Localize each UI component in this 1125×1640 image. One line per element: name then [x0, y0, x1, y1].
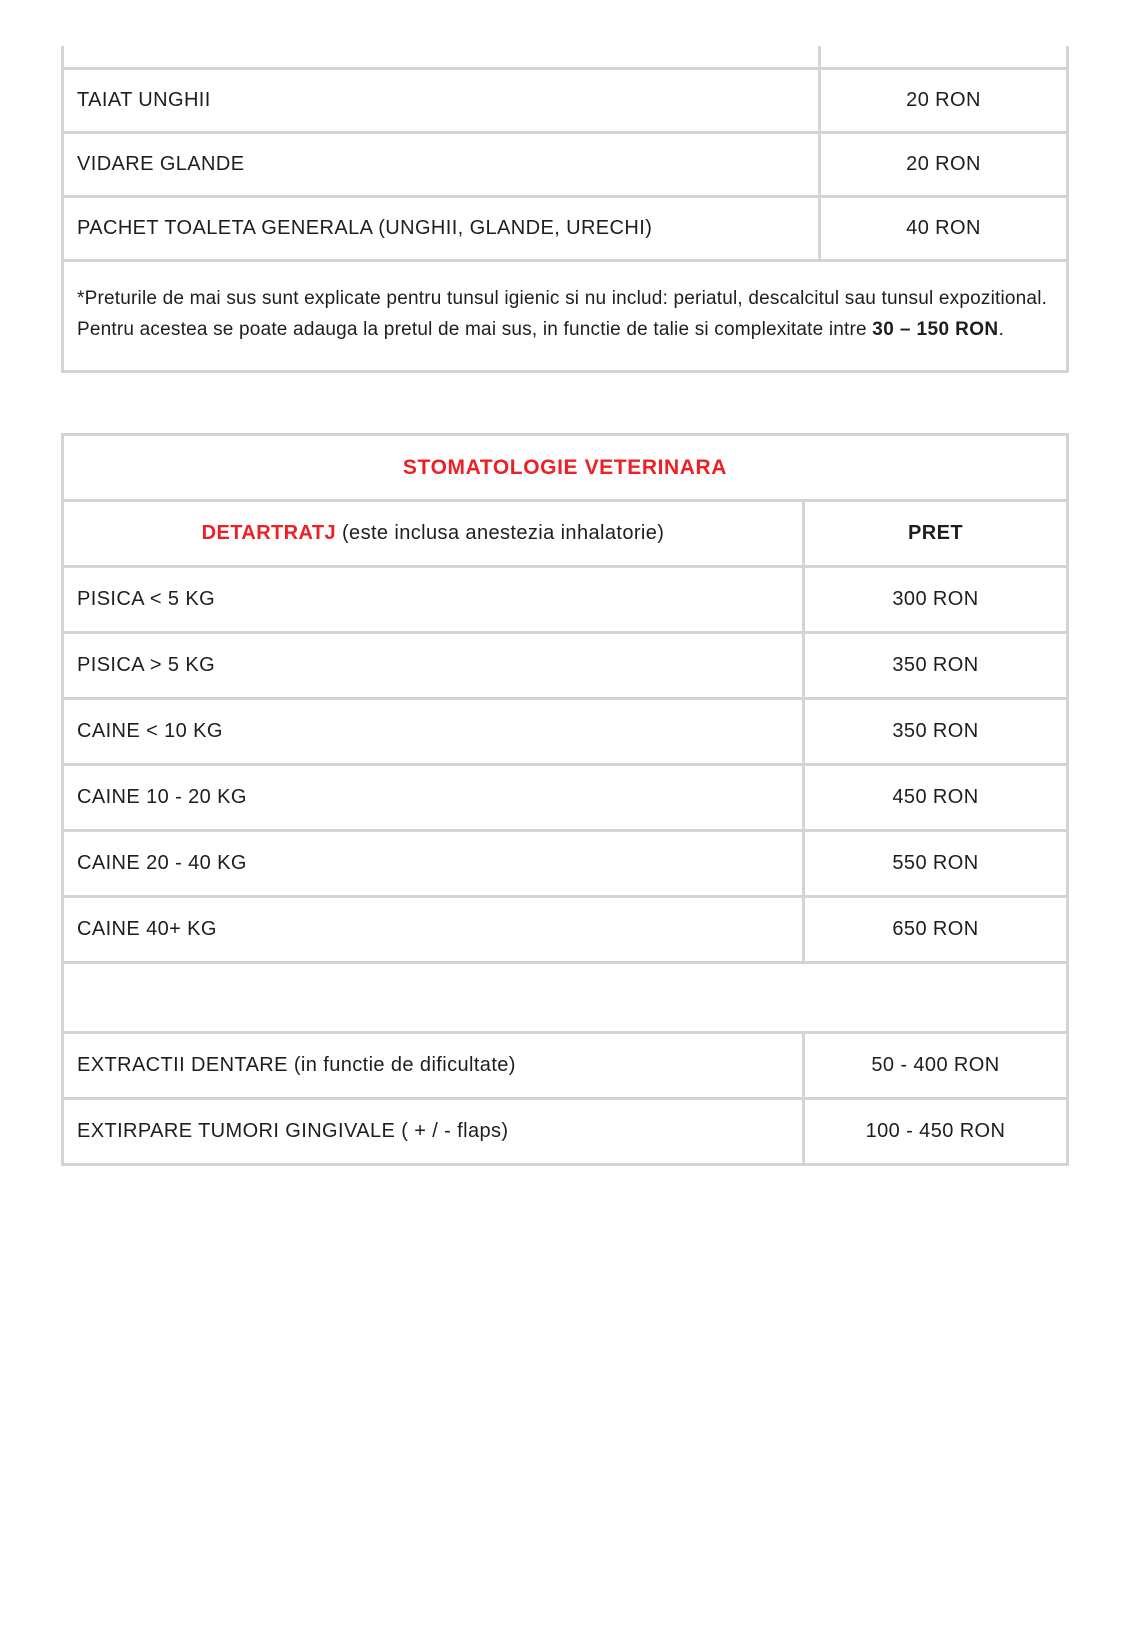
table-row [63, 133, 1068, 197]
table-header-row [63, 501, 1068, 567]
table-row [63, 69, 1068, 133]
table-row [63, 1099, 1068, 1165]
table-title: STOMATOLOGIE VETERINARA [63, 435, 1068, 501]
service-label: CAINE < 10 KG [63, 699, 804, 765]
note-line-2 [77, 314, 1050, 345]
service-price: 50 - 400 RON [804, 1033, 1068, 1099]
service-label: EXTRACTII DENTARE (in functie de dificultate) [63, 1033, 804, 1099]
service-price: 20 RON [820, 133, 1068, 197]
table-title-row [63, 435, 1068, 501]
dental-price-table [61, 433, 1069, 1166]
service-label: PISICA > 5 KG [63, 633, 804, 699]
cutoff-cell [63, 46, 820, 69]
pricing-note [63, 261, 1068, 372]
table-row [63, 1033, 1068, 1099]
service-price: 40 RON [820, 197, 1068, 261]
empty-spacer-cell [63, 963, 1068, 1033]
note-line-1: *Preturile de mai sus sunt explicate pentru tunsul igienic si nu includ: periatul, descalcitul sau tunsul expozitional. [77, 288, 1048, 309]
service-price: 20 RON [820, 69, 1068, 133]
detartraj-header [63, 501, 804, 567]
service-label: PISICA < 5 KG [63, 567, 804, 633]
service-price: 350 RON [804, 699, 1068, 765]
table-row-empty [63, 963, 1068, 1033]
service-label: CAINE 10 - 20 KG [63, 765, 804, 831]
service-label: TAIAT UNGHII [63, 69, 820, 133]
service-label: EXTIRPARE TUMORI GINGIVALE ( + / - flaps) [63, 1099, 804, 1165]
note-price-range: 30 – 150 RON [872, 319, 999, 340]
table-row [63, 897, 1068, 963]
service-price: 450 RON [804, 765, 1068, 831]
service-label: PACHET TOALETA GENERALA (UNGHII, GLANDE, URECHI) [63, 197, 820, 261]
table-row [63, 567, 1068, 633]
service-price: 100 - 450 RON [804, 1099, 1068, 1165]
table-row [63, 633, 1068, 699]
service-price: 550 RON [804, 831, 1068, 897]
table-row-note [63, 261, 1068, 372]
table-row [63, 765, 1068, 831]
detartraj-header-rest: (este inclusa anestezia inhalatorie) [336, 522, 665, 544]
grooming-price-table [61, 46, 1069, 373]
service-label: VIDARE GLANDE [63, 133, 820, 197]
table-row [63, 699, 1068, 765]
price-column-header: PRET [804, 501, 1068, 567]
table-row [63, 831, 1068, 897]
cutoff-cell [820, 46, 1068, 69]
table-row [63, 197, 1068, 261]
service-price: 650 RON [804, 897, 1068, 963]
detartraj-header-bold: DETARTRATJ [201, 522, 337, 544]
note-line-2-text: Pentru acestea se poate adauga la pretul de mai sus, in functie de talie si complexitate intre [77, 319, 873, 340]
note-line-2-period: . [998, 319, 1005, 340]
service-price: 350 RON [804, 633, 1068, 699]
service-label: CAINE 20 - 40 KG [63, 831, 804, 897]
service-price: 300 RON [804, 567, 1068, 633]
service-label: CAINE 40+ KG [63, 897, 804, 963]
table-row-partial [63, 46, 1068, 69]
